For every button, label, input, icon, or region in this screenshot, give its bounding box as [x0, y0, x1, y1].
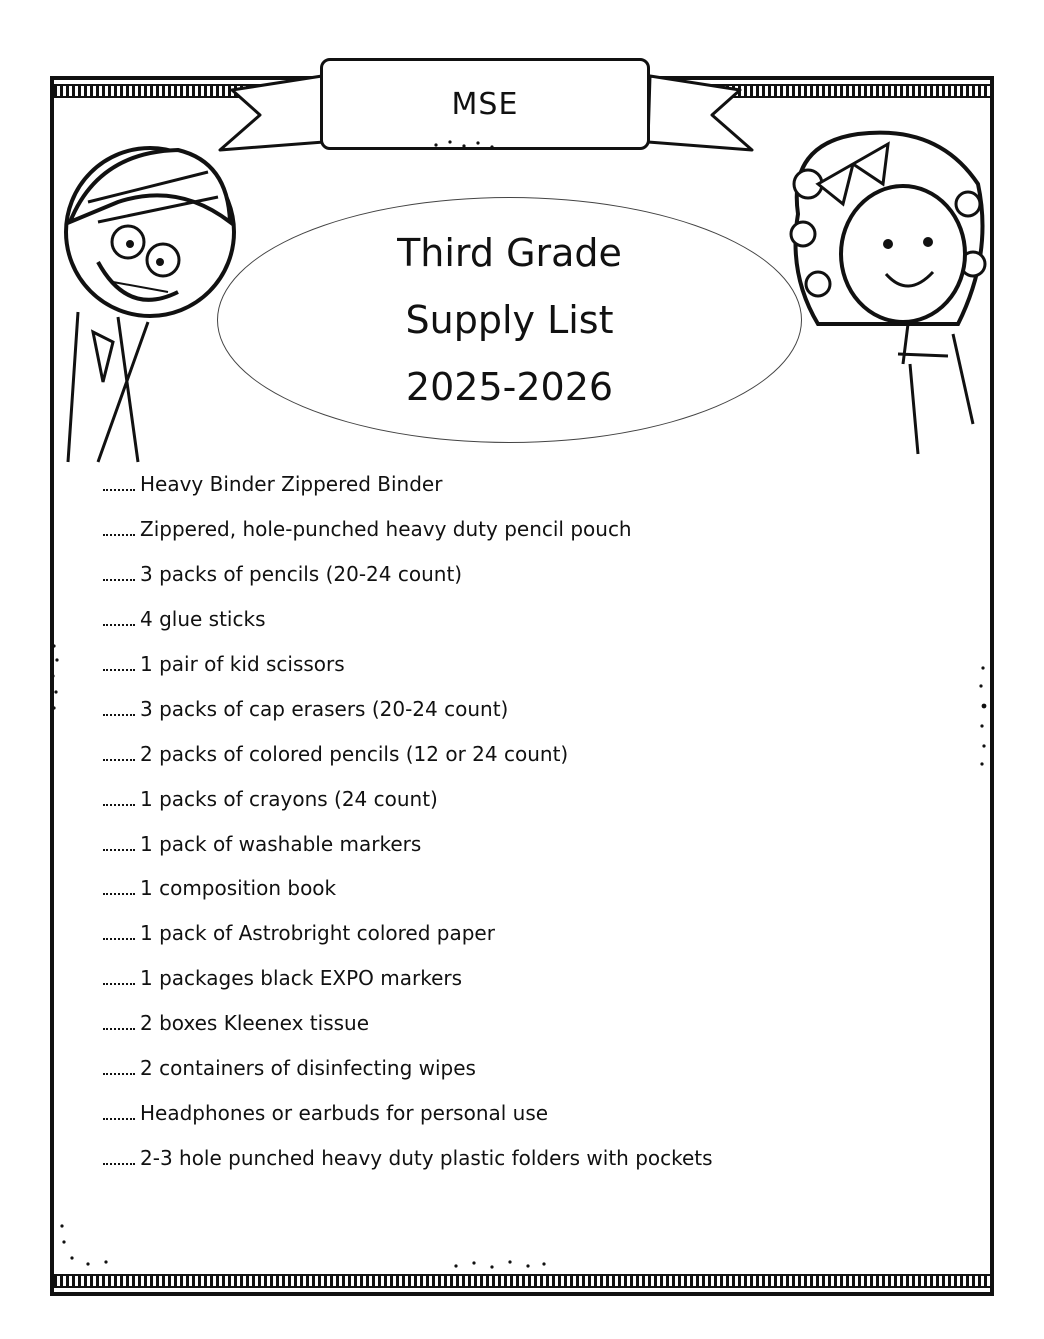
banner-text: MSE: [451, 86, 519, 122]
checkbox-blank-line: [103, 804, 135, 806]
supply-item: [103, 462, 713, 507]
supply-item-text: Headphones or earbuds for personal use: [140, 1100, 549, 1125]
checkbox-blank-line: [103, 534, 135, 536]
supply-item: [103, 776, 713, 821]
checkbox-blank-line: [103, 669, 135, 671]
supply-item-text: 2-3 hole punched heavy duty plastic folders with pockets: [140, 1145, 713, 1170]
supply-item: [103, 686, 713, 731]
banner-right-tail: [640, 70, 760, 160]
supply-item-text: 1 composition book: [140, 876, 337, 901]
title-oval: [217, 197, 802, 443]
supply-item-text: 2 boxes Kleenex tissue: [140, 1011, 370, 1036]
checkbox-blank-line: [103, 1028, 135, 1030]
checkbox-blank-line: [103, 1073, 135, 1075]
supply-item: [103, 1046, 713, 1091]
decorative-dots-right: [978, 660, 990, 770]
supply-item: [103, 507, 713, 552]
supply-item-text: 3 packs of pencils (20-24 count): [140, 562, 463, 587]
checkbox-blank-line: [103, 489, 135, 491]
decorative-dots-left: [50, 640, 62, 720]
supply-item-text: 3 packs of cap erasers (20-24 count): [140, 696, 509, 721]
supply-item: [103, 642, 713, 687]
supply-item-text: 2 packs of colored pencils (12 or 24 count): [140, 741, 569, 766]
supply-item-text: 1 packages black EXPO markers: [140, 966, 463, 991]
checkbox-blank-line: [103, 759, 135, 761]
supply-item: [103, 911, 713, 956]
decorative-dots-top: [430, 138, 510, 152]
decorative-dots-bottom: [450, 1258, 550, 1272]
supply-item: [103, 552, 713, 597]
supply-item-text: 1 pack of washable markers: [140, 831, 422, 856]
supply-item-text: 1 packs of crayons (24 count): [140, 786, 438, 811]
checkbox-blank-line: [103, 893, 135, 895]
boy-clipart: [58, 142, 238, 472]
supply-item: [103, 821, 713, 866]
supply-item: [103, 731, 713, 776]
supply-item-text: 4 glue sticks: [140, 607, 266, 632]
title-banner: [320, 58, 650, 150]
girl-clipart: [778, 124, 988, 464]
checkbox-blank-line: [103, 624, 135, 626]
supply-item: [103, 1090, 713, 1135]
supply-item: [103, 866, 713, 911]
title-line-1: Third Grade: [397, 230, 622, 275]
supply-item: [103, 1135, 713, 1180]
supply-item-text: 1 pair of kid scissors: [140, 652, 345, 676]
title-line-3: 2025-2026: [405, 364, 614, 409]
checkbox-blank-line: [103, 1163, 135, 1165]
supply-item: [103, 597, 713, 642]
checkbox-blank-line: [103, 938, 135, 940]
checkbox-blank-line: [103, 714, 135, 716]
checkbox-blank-line: [103, 983, 135, 985]
supply-item: [103, 956, 713, 1001]
bottom-border-strip: [54, 1274, 990, 1288]
supply-item-text: Zippered, hole-punched heavy duty pencil pouch: [140, 517, 632, 542]
checkbox-blank-line: [103, 1118, 135, 1120]
supply-item-text: 2 containers of disinfecting wipes: [140, 1056, 476, 1081]
decorative-dots-bottom-left: [58, 1220, 118, 1270]
supply-item-text: 1 pack of Astrobright colored paper: [140, 921, 495, 946]
checkbox-blank-line: [103, 579, 135, 581]
supply-list: [103, 462, 713, 1180]
supply-item: [103, 1001, 713, 1046]
supply-item-text: Heavy Binder Zippered Binder: [140, 472, 443, 497]
checkbox-blank-line: [103, 849, 135, 851]
title-line-2: Supply List: [405, 297, 614, 342]
